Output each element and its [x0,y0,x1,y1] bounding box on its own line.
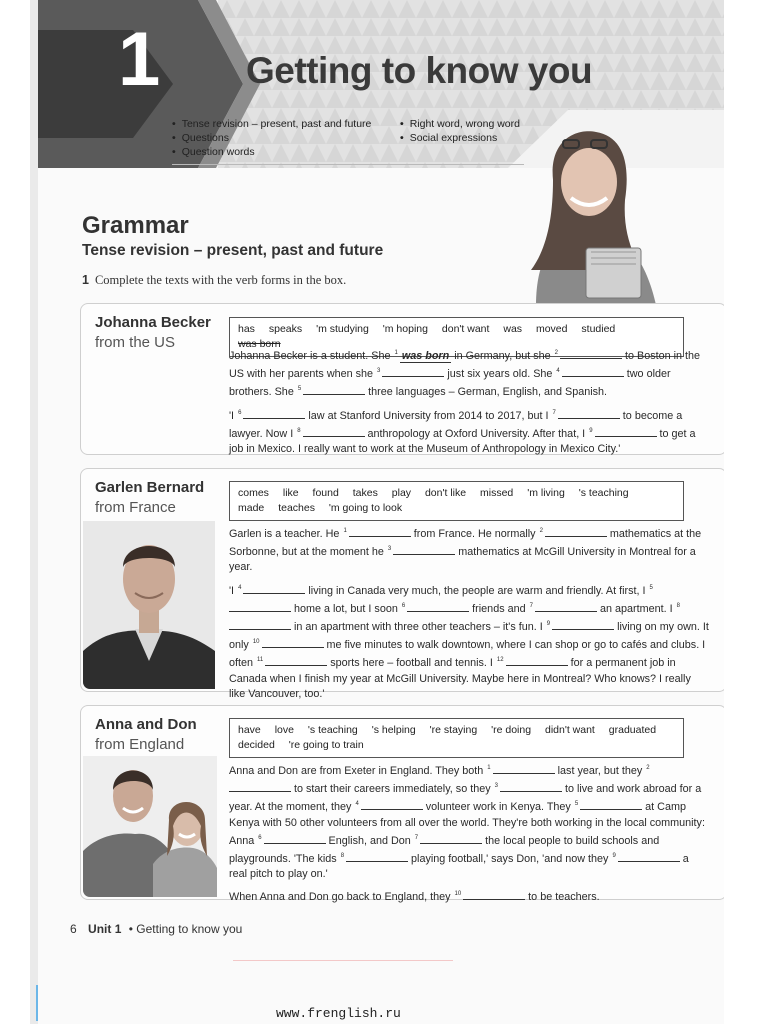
watermark-url: www.frenglish.ru [276,1006,401,1021]
word-item: don't want [441,323,490,335]
profile-origin: from the US [95,334,176,351]
word-item: play [391,487,412,499]
profile-name: Anna and Don [95,716,197,733]
profile-text: Anna and Don are from Exeter in England. They both $^1$ last year, but they $^2$ to start their careers immediately, so they $^3$ to live and work abroad for a year. At the moment, they $^4$ volunteer work in Kenya. They $^5$ at Camp Kenya with 50 other volunteers from all over the world. They're both working in the local community: Anna $^6$ English, and Don $^7$ the local people to build schools and playgrounds. 'The kids $^8$ playing football,' says Don, 'and now they $^9$ a real pitch to play on.' When Anna and Don go back to England, they $^{10}$ to be teachers. [229,765,705,904]
profile-name: Garlen Bernard [95,479,205,496]
word-item: 'm living [527,487,565,499]
gap-blank[interactable] [262,637,324,648]
word-item: found [312,487,339,499]
word-item: speaks [268,323,303,335]
word-item: 'm going to look [328,502,403,514]
profile-card-johanna [80,303,724,455]
word-item: 's teaching [578,487,629,499]
topic-divider [172,164,524,165]
word-item: 'm studying [316,323,369,335]
instruction-text: Complete the texts with the verb forms in the box. [94,273,347,287]
word-item: was [503,323,523,335]
gap-blank[interactable] [229,781,291,792]
example-answer: was born [401,350,450,362]
word-box [229,481,684,521]
word-item: 's helping [371,724,416,736]
gap-blank[interactable] [618,851,680,862]
word-item: didn't want [544,724,595,736]
gap-blank[interactable] [243,408,305,419]
profile-text: Johanna Becker is a student. She $^1$ was born in Germany, but she $^2$ to Boston in the US with her parents when she $^3$ just six years old. She $^4$ two older brothers. She $^5$ three languages – German, English, and Spanish. 'I $^6$ law at Stanford University from 2014 to 2017, but I $^7$ to become a lawyer. Now I $^8$ anthropology at Oxford University. After that, I $^9$ to get a job in Mexico. I really want to work at the Museum of Anthropology in Mexico City.' [229,350,701,456]
gap-blank[interactable] [545,526,607,537]
profile-text: Garlen is a teacher. He $^1$ from France. He normally $^2$ mathematics at the Sorbonne, but at the moment he $^3$ mathematics at McGill University in Montreal for a year. 'I $^4$ living in Canada very much, the people are warm and friendly. At first, I $^5$ home a lot, but I soon $^6$ friends and $^7$ an apartment. I $^8$ in an apartment with three other teachers – it's fun. I $^9$ living on my own. It only $^{10}$ me five minutes to walk downtown, where I can shop or go to cafés and clubs. I often $^{11}$ sports here – football and tennis. I $^{12}$ for a permanent job in Canada when I finish my year at McGill University. Maybe here in Montreal? Who knows? I really like Vancouver, too.' [229,528,709,700]
profile-card-garlen [80,468,724,700]
footer-rule [233,960,453,961]
word-item: 'm hoping [382,323,428,335]
exercise-instruction [82,273,346,288]
gap-blank[interactable] [562,366,624,377]
topic-item: • Social expressions [400,131,520,145]
gap-blank[interactable] [265,655,327,666]
page-edge [30,0,38,1024]
word-item: made [238,502,265,514]
gap-blank[interactable] [361,799,423,810]
gap-blank[interactable] [580,799,642,810]
gap-blank[interactable] [229,601,291,612]
gap-blank[interactable] [243,583,305,594]
profile-origin: from England [95,736,185,753]
word-item: love [274,724,294,736]
word-item: graduated [608,724,657,736]
profile-card-anna-don [80,705,724,904]
gap-blank[interactable] [506,655,568,666]
word-item: 're staying [429,724,478,736]
gap-blank[interactable] [303,384,365,395]
word-item: has [238,323,255,335]
word-item: comes [238,487,269,499]
page-footer [70,922,242,936]
word-item: 's teaching [307,724,358,736]
gap-blank[interactable] [493,763,555,774]
section-subtitle: Tense revision – present, past and future [82,242,384,259]
word-item: takes [352,487,378,499]
gap-blank[interactable] [407,601,469,612]
gap-blank[interactable] [463,889,525,900]
word-item: have [238,724,261,736]
word-item: don't like [424,487,467,499]
footer-unit-title: Getting to know you [136,922,243,936]
word-item: like [282,487,299,499]
page-number: 6 [70,922,77,936]
gap-blank[interactable] [560,348,622,359]
topic-list-left [172,117,371,159]
word-box [229,718,684,758]
word-item-used: was born [238,338,281,350]
topic-item: • Questions [172,131,371,145]
topic-item: • Tense revision – present, past and future [172,117,371,131]
unit-number: 1 [118,17,161,102]
gap-blank[interactable] [420,833,482,844]
footer-separator: • [128,922,133,936]
gap-blank[interactable] [229,619,291,630]
gap-blank[interactable] [346,851,408,862]
gap-blank[interactable] [393,544,455,555]
word-item: 're doing [491,724,532,736]
word-item: studied [581,323,616,335]
gap-blank[interactable] [382,366,444,377]
gap-blank[interactable] [595,426,657,437]
profile-origin: from France [95,499,176,516]
footer-unit-label: Unit 1 [88,922,122,936]
couple-photo [83,756,217,897]
textbook-page [38,0,724,1024]
section-title: Grammar [82,212,189,239]
man-photo [83,521,215,689]
topic-item: • Right word, wrong word [400,117,520,131]
gap-blank[interactable] [558,408,620,419]
gap-blank[interactable] [303,426,365,437]
word-item: decided [238,739,275,751]
gap-blank[interactable] [264,833,326,844]
profile-name: Johanna Becker [95,314,211,331]
word-item: moved [535,323,568,335]
gap-blank[interactable] [535,601,597,612]
word-item: teaches [278,502,315,514]
student-photo [491,120,671,305]
word-item: 're going to train [288,739,364,751]
exercise-number: 1 [82,273,89,287]
page-title: Getting to know you [246,50,593,91]
word-item: missed [480,487,514,499]
gap-blank[interactable] [500,781,562,792]
topic-item: • Question words [172,145,371,159]
gap-blank[interactable] [349,526,411,537]
gap-blank[interactable] [552,619,614,630]
